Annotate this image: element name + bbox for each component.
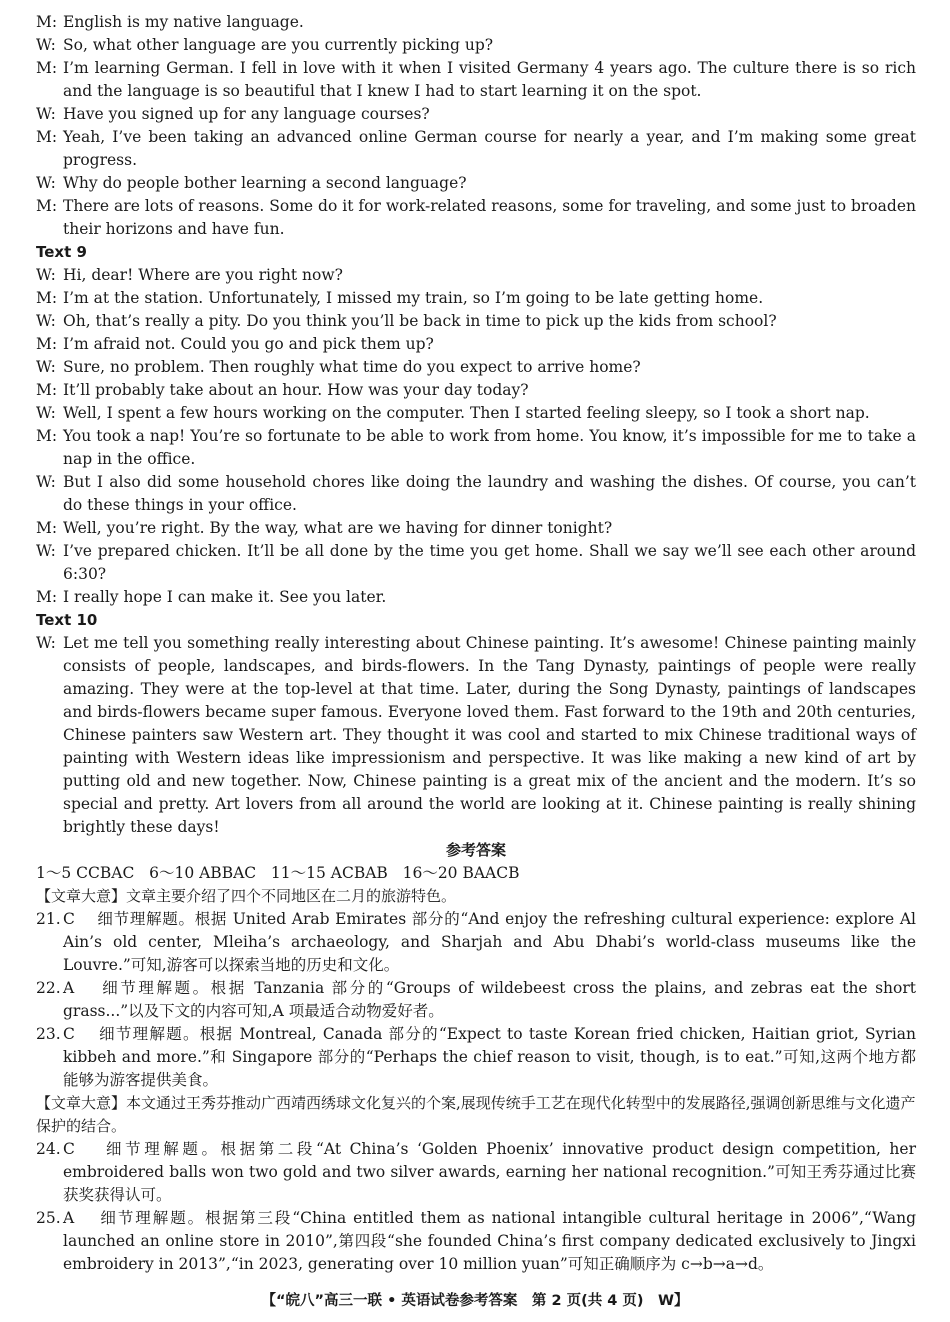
- text9-dialogue: [36, 264, 916, 609]
- answer-item: 23. C 细节理解题。根据 Montreal, Canada 部分的“Expect to taste Korean fried chicken, Haitian griot, Syrian kibbeh and more.”和 Singapore 部分的“Perhaps the chief reason to visit, though, is to eat.”可知,这两个地方都能够为游客提供美食。: [36, 1025, 916, 1089]
- dialogue-line: M: You took a nap! You’re so fortunate to be able to work from home. You know, it’s impossible for me to take a nap in the office.: [36, 427, 916, 468]
- dialogue-line: W: So, what other language are you currently picking up?: [36, 36, 494, 54]
- passage-summary: 【文章大意】本文通过王秀芬推动广西靖西绣球文化复兴的个案,展现传统手工艺在现代化转型中的发展路径,强调创新思维与文化遗产保护的结合。: [36, 1094, 916, 1135]
- dialogue-line: W: Hi, dear! Where are you right now?: [36, 266, 343, 284]
- text10-heading: Text 10: [36, 611, 98, 629]
- dialogue-line: W: Oh, that’s really a pity. Do you think you’ll be back in time to pick up the kids from school?: [36, 312, 777, 330]
- dialogue-line: W: I’ve prepared chicken. It’ll be all done by the time you get home. Shall we say we’ll see each other around 6:30?: [36, 542, 916, 583]
- dialogue-line: M: There are lots of reasons. Some do it for work-related reasons, some for traveling, and some just to broaden their horizons and have fun.: [36, 197, 916, 238]
- dialogue-line: M: I’m at the station. Unfortunately, I missed my train, so I’m going to be late getting home.: [36, 289, 764, 307]
- dialogue-line: M: Well, you’re right. By the way, what are we having for dinner tonight?: [36, 519, 613, 537]
- answer-item: 22. A 细节理解题。根据 Tanzania 部分的“Groups of wildebeest cross the plains, and zebras eat the short grass...”以及下文的内容可知,A 项最适合动物爱好者。: [36, 979, 916, 1020]
- dialogue-line: M: I’m afraid not. Could you go and pick them up?: [36, 335, 434, 353]
- answer-item: 21. C 细节理解题。根据 United Arab Emirates 部分的“And enjoy the refreshing cultural experience: explore Al Ain’s old center, Mleiha’s archaeology, and Sharjah and Abu Dhabi’s world-class museums like the Louvre.”可知,游客可以探索当地的历史和文化。: [36, 910, 916, 974]
- dialogue-line: M: I really hope I can make it. See you later.: [36, 588, 387, 606]
- dialogue-line: W: Why do people bother learning a second language?: [36, 174, 467, 192]
- dialogue-line: M: It’ll probably take about an hour. How was your day today?: [36, 381, 529, 399]
- dialogue-line: W: But I also did some household chores like doing the laundry and washing the dishes. Of course, you can’t do these things in your office.: [36, 473, 916, 514]
- page-footer: 【“皖八”高三一联 • 英语试卷参考答案 第 2 页(共 4 页) W】: [261, 1293, 689, 1309]
- text10-monologue: W: Let me tell you something really interesting about Chinese painting. It’s awesome! Chinese painting mainly consists of people, landscapes, and birds-flowers. In the Tang Dynasty, paintings of people were really amazing. They were at the top-level at that time. Later, during the Song Dynasty, paintings of landscapes and birds-flowers became super famous. Everyone loved them. Fast forward to the 19th and 20th centuries, Chinese painters saw Western art. They thought it was cool and started to mix Chinese traditional ways of painting with Western ideas like impressionism and perspective. It was like making a new kind of art by putting old and new together. Now, Chinese painting is a great mix of the ancient and the modern. It’s so special and pretty. Art lovers from all around the world are looking at it. Chinese painting is really shining brightly these days!: [36, 634, 916, 836]
- dialogue-line: M: I’m learning German. I fell in love with it when I visited Germany 4 years ago. The culture there is so rich and the language is so beautiful that I knew I had to start learning it on the spot.: [36, 59, 916, 100]
- answer-item: 24. C 细节理解题。根据第二段“At China’s ‘Golden Phoenix’ innovative product design competition, her embroidered balls won two gold and two silver awards, earning her national recognition.”可知王秀芬通过比赛获奖获得认可。: [36, 1140, 916, 1204]
- text8-dialogue: [36, 11, 916, 241]
- dialogue-line: M: Yeah, I’ve been taking an advanced online German course for nearly a year, and I’m making some great progress.: [36, 128, 916, 169]
- answers-title: 参考答案: [445, 841, 506, 859]
- answer-item: 25. A 细节理解题。根据第三段“China entitled them as national intangible cultural heritage in 2006”,“Wang launched an online store in 2010”,第四段“she founded China’s first company dedicated exclusively to Jingxi embroidery in 2013”,“in 2023, generating over 10 million yuan”可知正确顺序为 c→b→a→d。: [36, 1209, 916, 1273]
- dialogue-line: W: Sure, no problem. Then roughly what time do you expect to arrive home?: [36, 358, 641, 376]
- document-page: [36, 11, 916, 1276]
- passage-summary: 【文章大意】文章主要介绍了四个不同地区在二月的旅游特色。: [36, 887, 457, 905]
- text9-heading: Text 9: [36, 243, 87, 261]
- dialogue-line: M: English is my native language.: [36, 13, 304, 31]
- answer-keys: 1～5 CCBAC 6～10 ABBAC 11～15 ACBAB 16～20 BAACB: [36, 864, 520, 882]
- dialogue-line: W: Well, I spent a few hours working on the computer. Then I started feeling sleepy, so I took a short nap.: [36, 404, 870, 422]
- dialogue-line: W: Have you signed up for any language courses?: [36, 105, 430, 123]
